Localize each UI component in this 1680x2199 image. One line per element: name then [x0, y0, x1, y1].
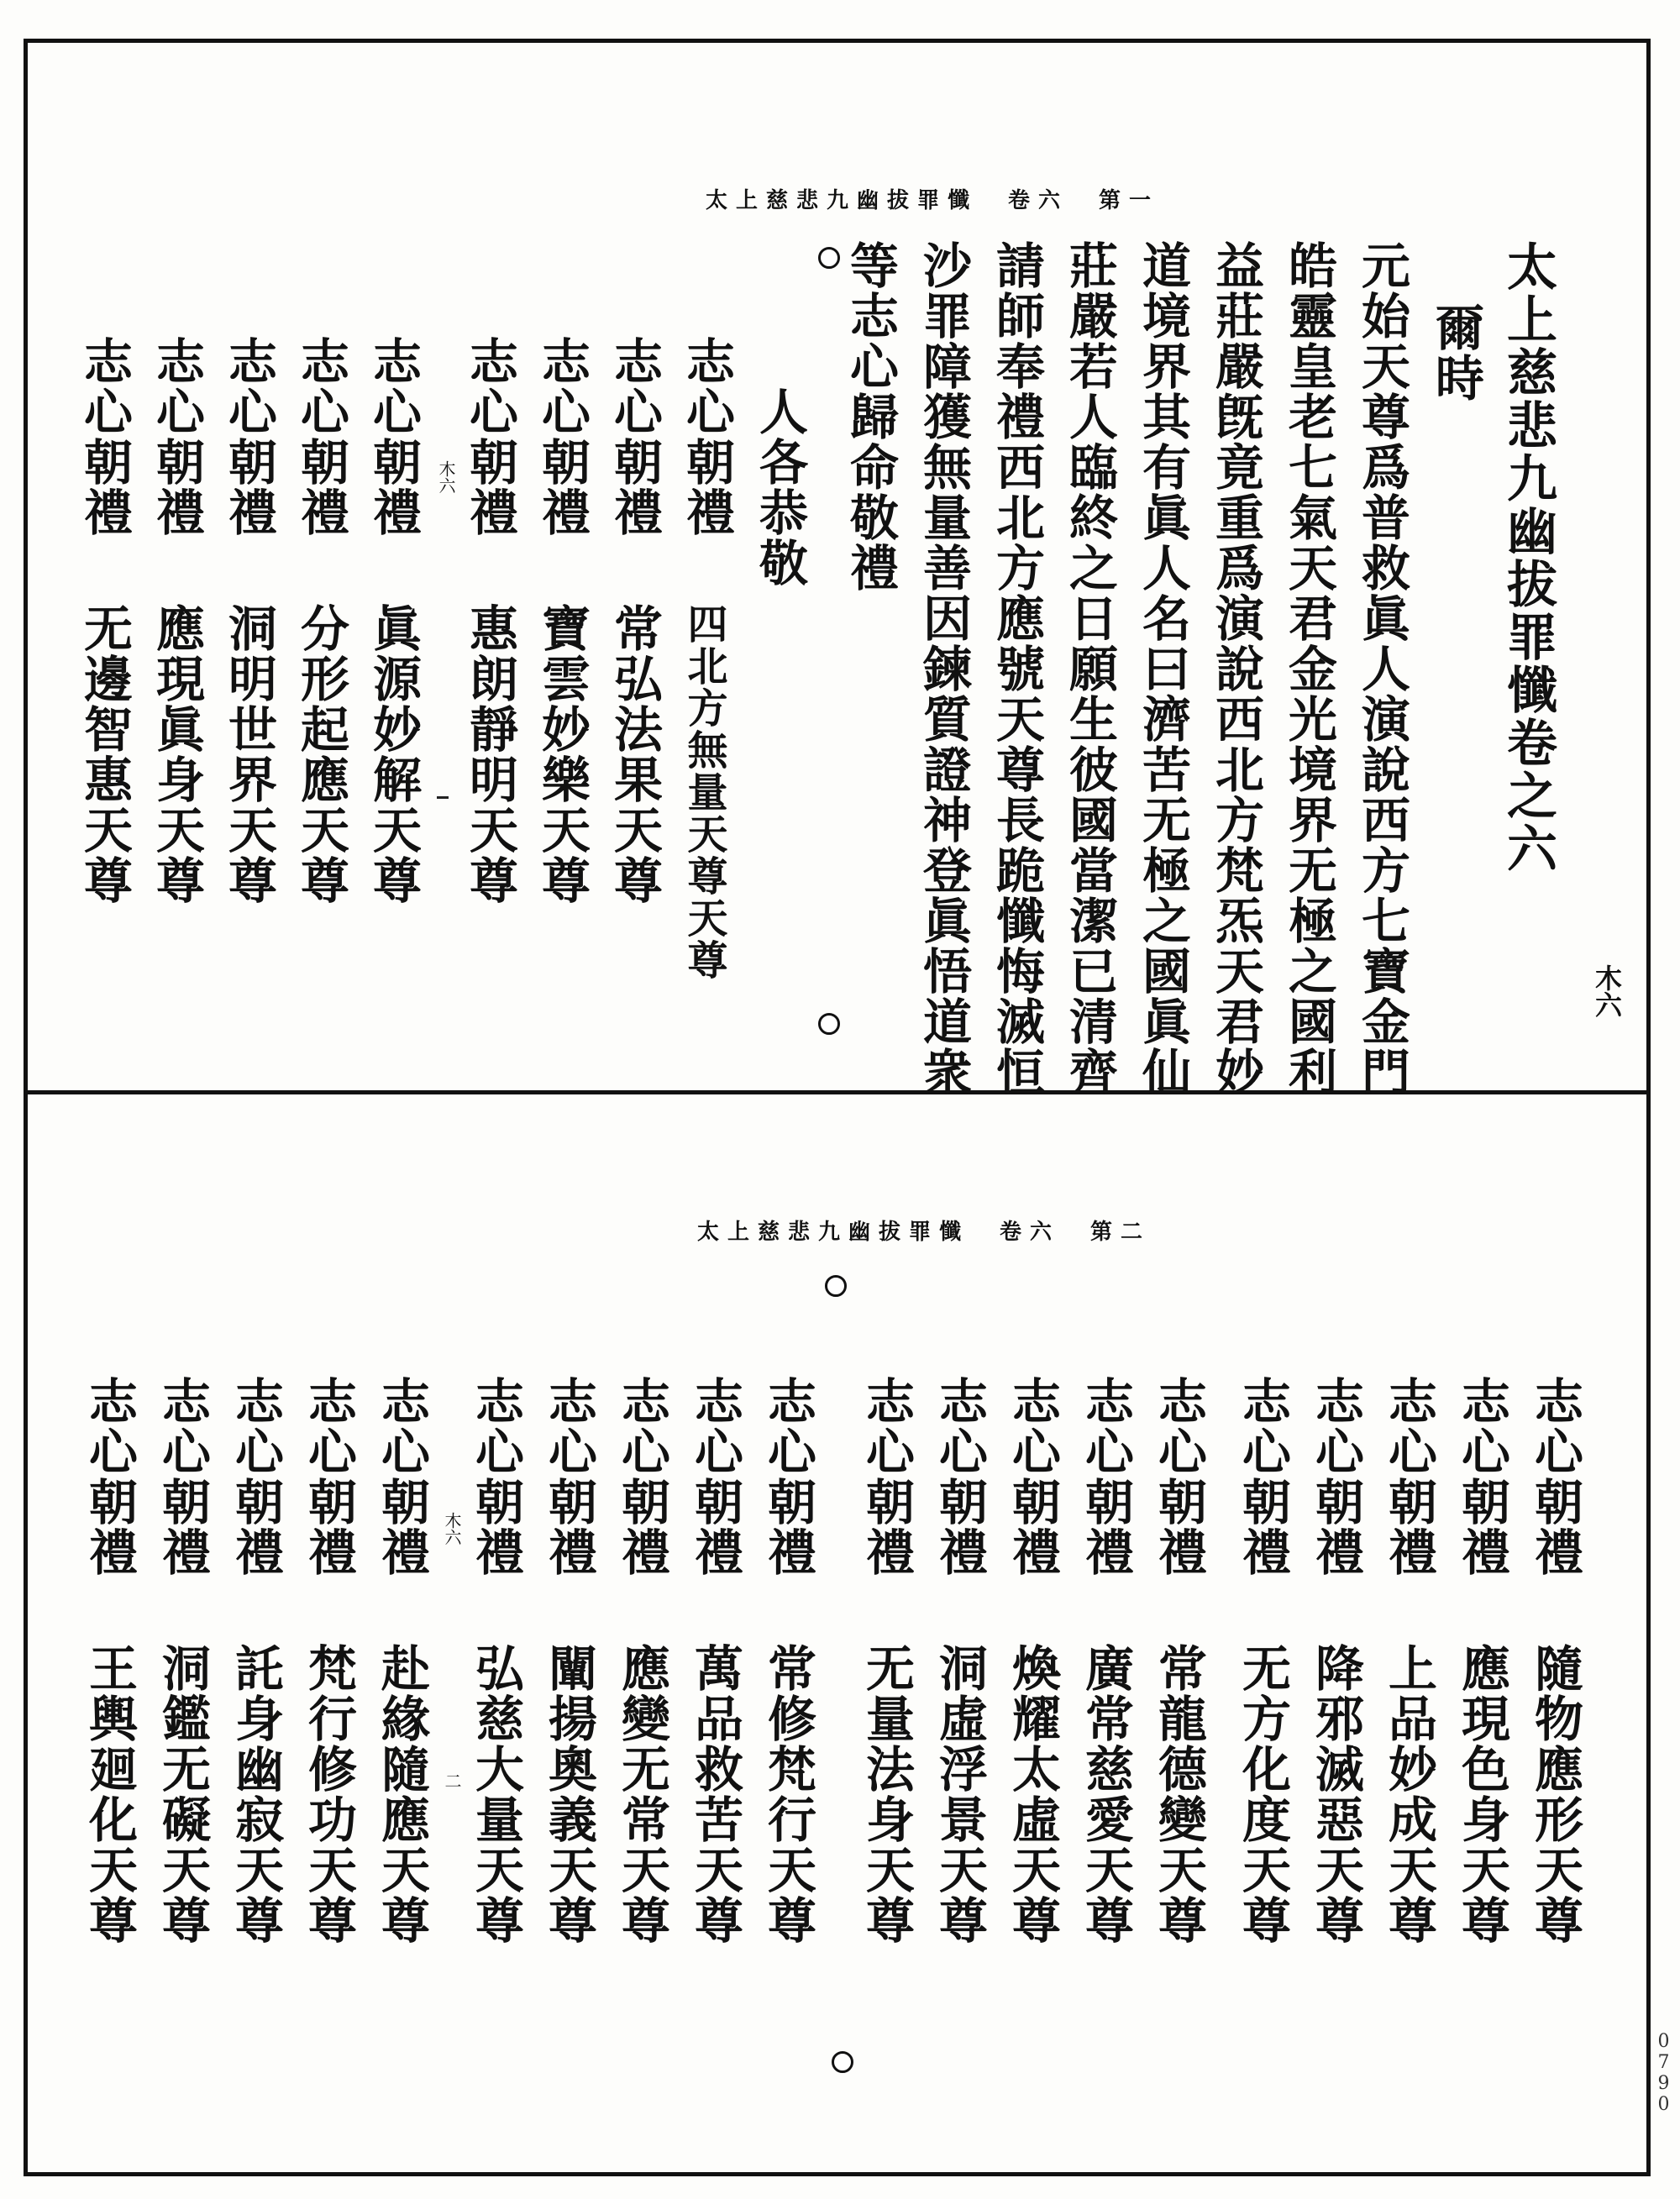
page1-entry-prefix: 志心朝禮 [678, 336, 735, 538]
page2-entry-name: 廣常慈愛天尊 [1077, 1643, 1134, 1945]
page2-entry-name: 降邪滅惡天尊 [1307, 1643, 1364, 1945]
page2-entry-prefix: 志心朝禮 [227, 1376, 284, 1577]
page2-entry-name: 无量法身天尊 [858, 1643, 915, 1945]
page2-entry-prefix: 志心朝禮 [1453, 1376, 1510, 1577]
page2-small-marker: 木六 [442, 1512, 462, 1546]
page2-entry-prefix: 志心朝禮 [373, 1376, 430, 1577]
page1-entry-prefix: 志心朝禮 [365, 336, 422, 538]
page2-entry-prefix: 志心朝禮 [858, 1376, 915, 1577]
page1-text-line: 莊嚴若人臨終之日願生彼國當潔已清齊 [1061, 240, 1118, 1097]
page2-entry-name: 赴緣隨應天尊 [373, 1643, 430, 1945]
page1-small-marker: 木六 [436, 460, 456, 494]
page2-entry-name: 王輿廻化天尊 [81, 1643, 138, 1945]
page1-marker: 木六 [1591, 964, 1623, 1018]
page1-entry-name: 无邊智惠天尊 [76, 603, 133, 905]
page1-entry-name: 眞源妙解天尊 [365, 603, 422, 905]
page1-text-line: 爾時 [1427, 302, 1484, 403]
page2-entry-prefix: 志心朝禮 [686, 1376, 743, 1577]
page2-entry-name: 應變无常天尊 [613, 1643, 670, 1945]
page1-entry-prefix: 志心朝禮 [220, 336, 277, 538]
page1-text-line: 等志心歸命敬禮 [842, 240, 899, 593]
page2-entry-name: 應現色身天尊 [1453, 1643, 1510, 1945]
page1-entry-prefix: 志心朝禮 [148, 336, 205, 538]
page2-entry-name: 弘慈大量天尊 [467, 1643, 524, 1945]
page1-text-line: 沙罪障獲無量善因鍊質證神登眞悟道衆 [915, 240, 972, 1097]
binding-hole-icon [818, 1013, 840, 1035]
page1-text-line: 益莊嚴旣竟重爲演說西北方梵炁天君妙 [1207, 240, 1264, 1097]
page1-entry-name: 分形起應天尊 [292, 603, 349, 905]
page1-entry-name: 惠朗靜明天尊 [461, 603, 518, 905]
page1-entry-prefix: 志心朝禮 [461, 336, 518, 538]
page2-entry-prefix: 志心朝禮 [931, 1376, 988, 1577]
page2-entry-prefix: 志心朝禮 [467, 1376, 524, 1577]
page1-tick-mark [437, 796, 449, 799]
page2-entry-name: 梵行修功天尊 [300, 1643, 357, 1945]
page2-entry-prefix: 志心朝禮 [613, 1376, 670, 1577]
page1-instruction: 人各恭敬 [751, 386, 808, 588]
page2-entry-prefix: 志心朝禮 [1150, 1376, 1207, 1577]
page2-entry-name: 萬品救苦天尊 [686, 1643, 743, 1945]
page2-entry-name: 无方化度天尊 [1234, 1643, 1291, 1945]
page2-entry-prefix: 志心朝禮 [154, 1376, 211, 1577]
page2-entry-name: 上品妙成天尊 [1380, 1643, 1437, 1945]
page1-entry-name: 四北方無量天尊天尊 [680, 603, 727, 981]
page2-entry-name: 常修梵行天尊 [759, 1643, 816, 1945]
page1-entry-prefix: 志心朝禮 [606, 336, 663, 538]
page2-entry-prefix: 志心朝禮 [81, 1376, 138, 1577]
page2-entry-prefix: 志心朝禮 [1234, 1376, 1291, 1577]
page2-entry-prefix: 志心朝禮 [1380, 1376, 1437, 1577]
page2-header: 太上慈悲九幽拔罪懺 卷六 第二 [696, 1220, 1151, 1245]
page1-text-line: 元始天尊爲普救眞人演說西方七寶金門 [1353, 240, 1410, 1097]
page1-entry-prefix: 志心朝禮 [533, 336, 591, 538]
page2-entry-name: 託身幽寂天尊 [227, 1643, 284, 1945]
page1-text-line: 請師奉禮西北方應號天尊長跪懺悔滅恒 [988, 240, 1045, 1097]
page2-entry-prefix: 志心朝禮 [540, 1376, 597, 1577]
page1-entry-name: 常弘法果天尊 [606, 603, 663, 905]
page2-entry-name: 常龍德變天尊 [1150, 1643, 1207, 1945]
binding-hole-icon [832, 2051, 853, 2073]
page1-entry-prefix: 志心朝禮 [292, 336, 349, 538]
page1-entry-name: 洞明世界天尊 [220, 603, 277, 905]
binding-hole-icon [825, 1275, 847, 1297]
page1-title: 太上慈悲九幽拔罪懺卷之六 [1499, 240, 1557, 875]
page2-entry-name: 闡揚奧義天尊 [540, 1643, 597, 1945]
page1-entry-name: 應現眞身天尊 [148, 603, 205, 905]
page-number: 0790 [1653, 2031, 1674, 2115]
page2-entry-name: 隨物應形天尊 [1526, 1643, 1583, 1945]
page1-header: 太上慈悲九幽拔罪懺 卷六 第一 [705, 188, 1159, 213]
binding-hole-icon [818, 247, 840, 269]
page2-entry-prefix: 志心朝禮 [1526, 1376, 1583, 1577]
page1-text-line: 皓靈皇老七氣天君金光境界无極之國利 [1280, 240, 1337, 1097]
page2-entry-prefix: 志心朝禮 [1077, 1376, 1134, 1577]
page1-text-line: 道境界其有眞人名曰濟苦无極之國眞仙 [1134, 240, 1191, 1097]
page2-entry-name: 洞鑑无礙天尊 [154, 1643, 211, 1945]
page2-entry-prefix: 志心朝禮 [1307, 1376, 1364, 1577]
page2-entry-prefix: 志心朝禮 [1004, 1376, 1061, 1577]
page2-entry-name: 洞虛浮景天尊 [931, 1643, 988, 1945]
page2-entry-prefix: 志心朝禮 [300, 1376, 357, 1577]
page2-entry-name: 煥耀太虛天尊 [1004, 1643, 1061, 1945]
page1-entry-name: 寶雲妙樂天尊 [533, 603, 591, 905]
page2-small-mark: 二 [442, 1772, 462, 1789]
page2-entry-prefix: 志心朝禮 [759, 1376, 816, 1577]
page1-entry-prefix: 志心朝禮 [76, 336, 133, 538]
